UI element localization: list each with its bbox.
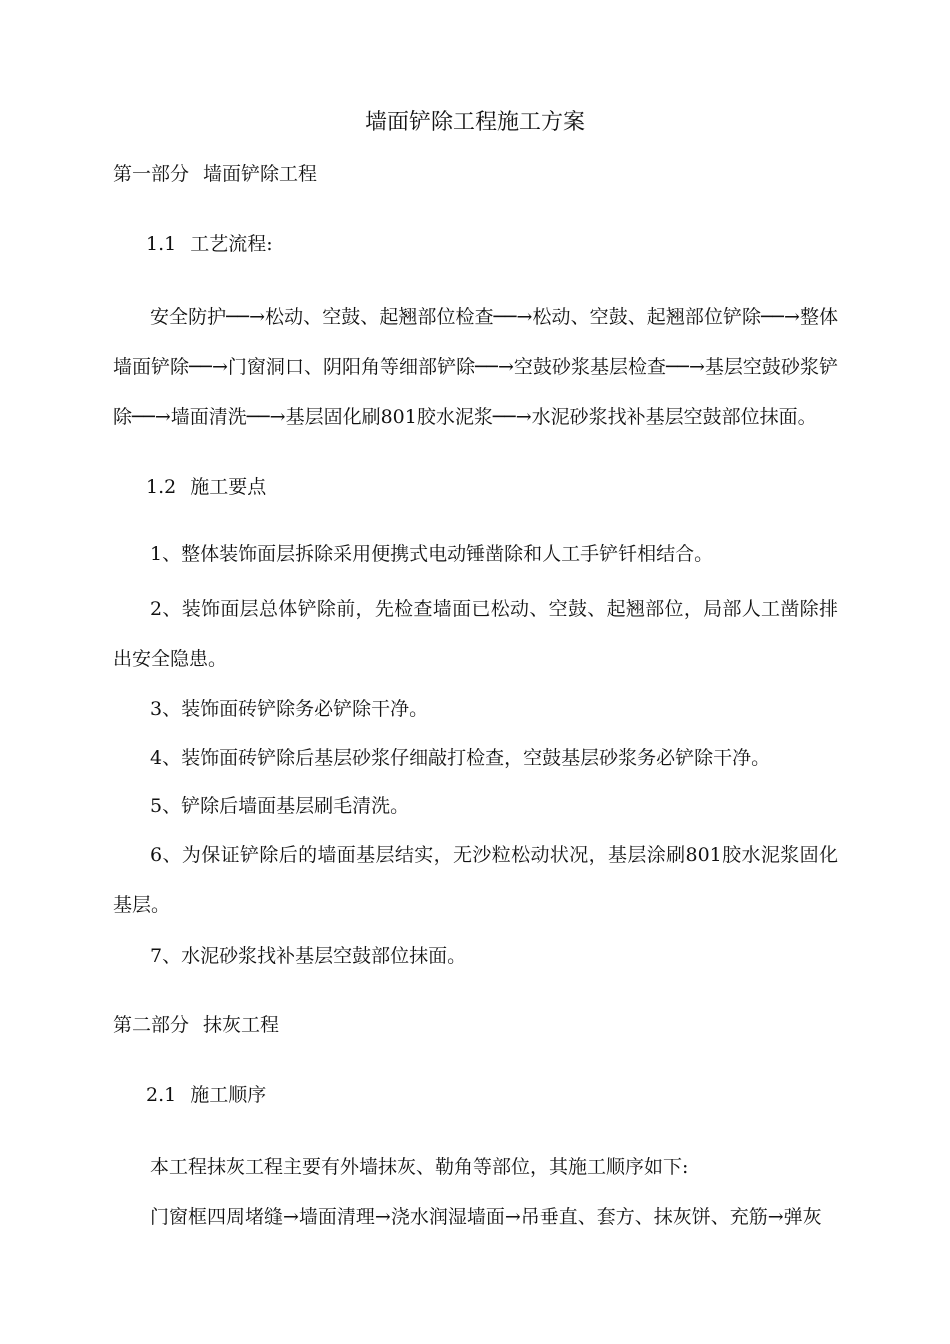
process-flow-paragraph: 安全防护──→松动、空鼓、起翘部位检查──→松动、空鼓、起翘部位铲除──→整体墙面铲除──→门窗洞口、阴阳角等细部铲除──→空鼓砂浆基层检查──→基层空鼓砂浆铲除──→墙面清洗──→基层固化刷801胶水泥浆──→水泥砂浆找补基层空鼓部位抹面。 (113, 306, 838, 428)
point-6: 6、为保证铲除后的墙面基层结实，无沙粒松动状况，基层涂刷801胶水泥浆固化基层。 (113, 844, 838, 916)
point-7: 7、水泥砂浆找补基层空鼓部位抹面。 (150, 945, 467, 967)
section-2-1-number: 2.1 (146, 1084, 177, 1106)
part2-heading-text: 抹灰工程 (203, 1014, 280, 1036)
document-title: 墙面铲除工程施工方案 (364, 110, 585, 135)
construction-sequence: 门窗框四周堵缝→墙面清理→浇水润湿墙面→吊垂直、套方、抹灰饼、充筋→弹灰 (150, 1206, 822, 1228)
point-3: 3、装饰面砖铲除务必铲除干净。 (150, 698, 429, 720)
point-5: 5、铲除后墙面基层刷毛清洗。 (150, 795, 410, 817)
section-1-1-number: 1.1 (146, 233, 177, 255)
point-4: 4、装饰面砖铲除后基层砂浆仔细敲打检查，空鼓基层砂浆务必铲除干净。 (150, 747, 771, 769)
section-1-2-number: 1.2 (146, 476, 177, 498)
section-2-1-heading (146, 1080, 266, 1110)
part2-heading-number: 第二部分 (113, 1014, 190, 1036)
part1-heading-number: 第一部分 (113, 163, 190, 185)
section-2-1-text: 施工顺序 (190, 1084, 267, 1106)
section-1-1-text: 工艺流程: (190, 233, 273, 255)
part1-heading-text: 墙面铲除工程 (203, 163, 318, 185)
part1-heading (113, 159, 317, 189)
point-1: 1、整体装饰面层拆除采用便携式电动锤凿除和人工手铲钎相结合。 (150, 543, 714, 565)
part2-heading (113, 1010, 279, 1040)
section-1-2-heading (146, 472, 266, 502)
construction-sequence-intro: 本工程抹灰工程主要有外墙抹灰、勒角等部位，其施工顺序如下: (150, 1156, 689, 1178)
section-1-1-heading (146, 229, 273, 259)
section-1-2-text: 施工要点 (190, 476, 267, 498)
point-2: 2、装饰面层总体铲除前，先检查墙面已松动、空鼓、起翘部位，局部人工凿除排出安全隐患。 (113, 598, 838, 670)
